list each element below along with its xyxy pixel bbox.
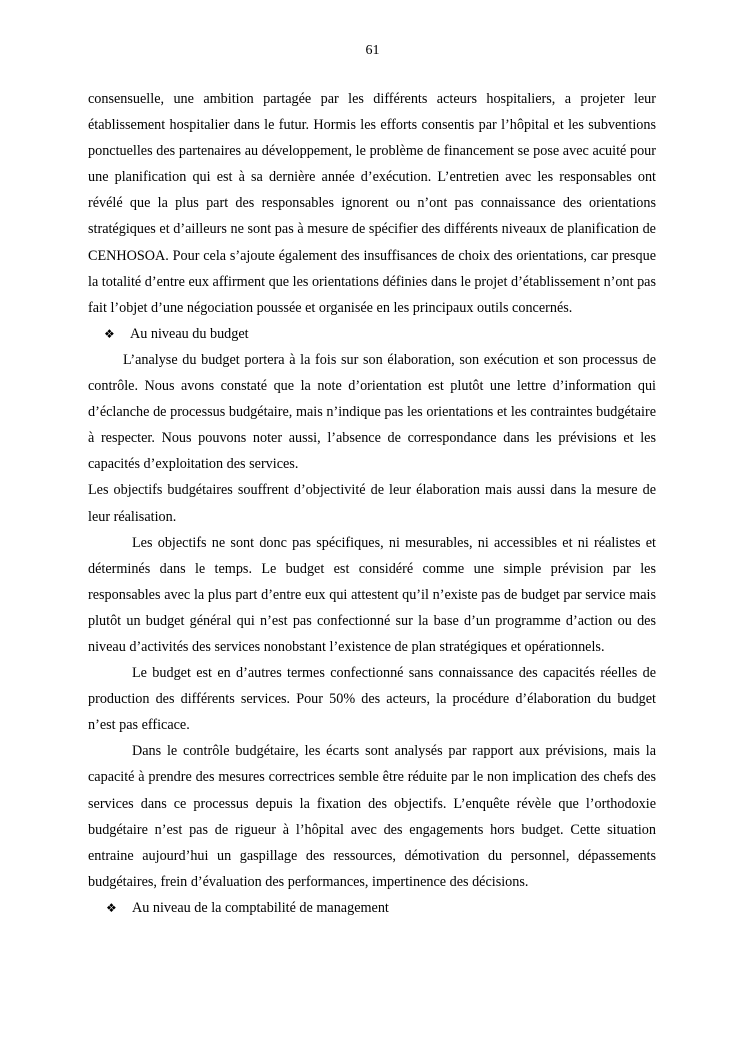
bullet-budget-level [88, 321, 656, 347]
document-body [88, 86, 656, 921]
diamond-bullet-icon: ❖ [106, 900, 117, 915]
paragraph-budget-control: Dans le contrôle budgétaire, les écarts sont analysés par rapport aux prévisions, mais la capacité à prendre des mesures correctrices semble être réduite par le non implication des chefs des services dans ce processus depuis la fixation des objectifs. L’enquête révèle que l’orthodoxie budgétaire n’est pas de rigueur à l’hôpital avec des engagements hors budget. Cette situation entraine aujourd’hui un gaspillage des ressources, démotivation du personnel, dépassements budgétaires, frein d’évaluation des performances, impertinence des décisions. [88, 743, 656, 890]
page-number: 61 [365, 43, 380, 58]
paragraph-budget-objectives: Les objectifs budgétaires souffrent d’objectivité de leur élaboration mais aussi dans la mesure de leur réalisation. [88, 482, 656, 525]
paragraph-objectives-not-specific: Les objectifs ne sont donc pas spécifiques, ni mesurables, ni accessibles et ni réalistes et déterminés dans le temps. Le budget est considéré comme une simple prévision par les responsables avec la plus part d’entre eux qui attestent qu’il n’existe pas de budget par service mais plutôt un budget général qui n’est pas confectionné sur la base d’un programme d’action ou des niveau d’activités des services nonobstant l’existence de plan stratégiques et opérationnels. [88, 534, 656, 655]
bullet-label: Au niveau du budget [130, 325, 249, 342]
paragraph-budget-capacities: Le budget est en d’autres termes confectionné sans connaissance des capacités réelles de production des différents services. Pour 50% des acteurs, la procédure d’élaboration du budget n’est pas efficace. [88, 665, 656, 734]
bullet-label: Au niveau de la comptabilité de management [132, 899, 389, 916]
paragraph-financing: consensuelle, une ambition partagée par les différents acteurs hospitaliers, a projeter leur établissement hospitalier dans le futur. Hormis les efforts consentis par l’hôpital et les subventions ponctuelles des partenaires au développement, le problème de financement se pose avec acuité pour une planification qui est à sa dernière année d’exécution. L’entretien avec les responsables ont révélé que la plus part des responsables ignorent ou n’ont pas connaissance des orientations stratégiques et d’ailleurs ne sont pas à mesure de spécifier des différents niveaux de planification de CENHOSOA. Pour cela s’ajoute également des insuffisances de choix des orientations, car presque la totalité d’entre eux affirment que les orientations définies dans le projet d’établissement n’ont pas fait l’objet d’une négociation poussée et organisée en les principaux outils concernés. [88, 91, 656, 316]
paragraph-budget-analysis: L’analyse du budget portera à la fois sur son élaboration, son exécution et son processus de contrôle. Nous avons constaté que la note d’orientation est plutôt une lettre d’information qui d’éclanche de processus budgétaire, mais n’indique pas les orientations et les contraintes budgétaire à respecter. Nous pouvons noter aussi, l’absence de correspondance dans les prévisions et les capacités d’exploitation des services. [88, 351, 656, 473]
diamond-bullet-icon: ❖ [104, 326, 115, 341]
bullet-management-accounting [88, 895, 656, 921]
